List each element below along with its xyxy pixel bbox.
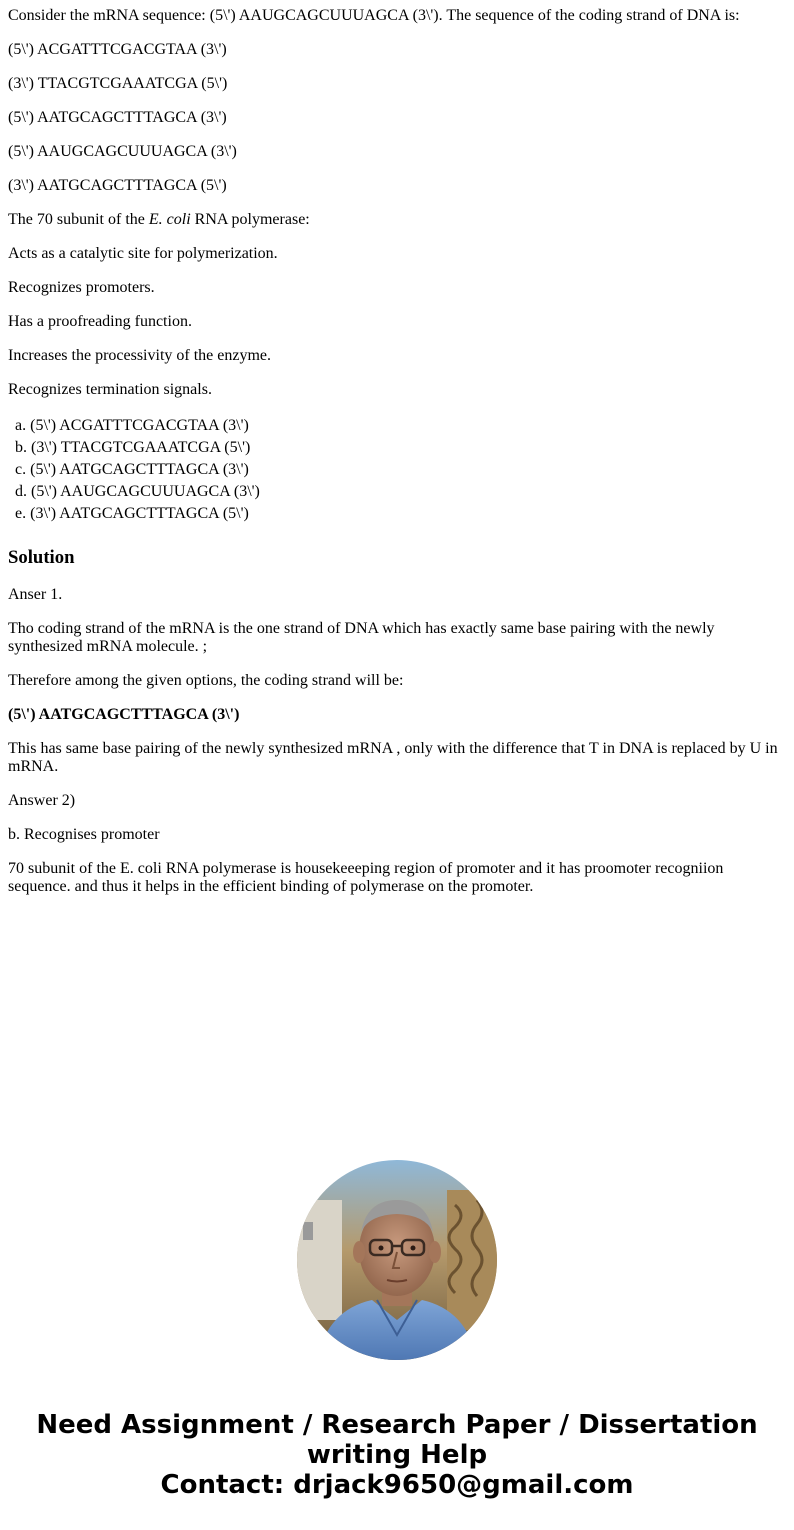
solution-paragraph: Anser 1. xyxy=(8,586,63,603)
function-option: Recognizes termination signals. xyxy=(8,381,212,398)
solution-paragraph: Therefore among the given options, the coding strand will be: xyxy=(8,672,404,689)
sequence-option: (5\') ACGATTTCGACGTAA (3\') xyxy=(8,41,227,58)
solution-answer-sequence xyxy=(8,706,786,724)
lettered-option xyxy=(15,481,786,503)
lettered-option xyxy=(15,503,786,525)
option-text: (5\') AAUGCAGCUUUAGCA (3\') xyxy=(31,483,260,500)
solution-paragraph: b. Recognises promoter xyxy=(8,826,160,843)
question-2-text: RNA polymerase: xyxy=(190,211,310,228)
promo-banner xyxy=(0,1410,794,1500)
answer-sequence-bold: (5\') AATGCAGCTTTAGCA (3\') xyxy=(8,706,240,723)
species-name: E. coli xyxy=(148,211,191,228)
option-letter: a. xyxy=(15,417,27,434)
option-letter: d. xyxy=(15,483,27,500)
question-2-text: The 70 subunit of the xyxy=(8,211,149,228)
question-intro: Consider the mRNA sequence: (5\') AAUGCAGCUUUAGCA (3\'). The sequence of the coding strand of DNA is: xyxy=(8,7,740,24)
sequence-option: (5\') AATGCAGCTTTAGCA (3\') xyxy=(8,109,227,126)
option-text: (5\') AATGCAGCTTTAGCA (3\') xyxy=(30,461,249,478)
option-text: (3\') AATGCAGCTTTAGCA (5\') xyxy=(30,505,249,522)
sequence-option: (3\') TTACGTCGAAATCGA (5\') xyxy=(8,75,228,92)
lettered-option xyxy=(15,437,786,459)
option-letter: e. xyxy=(15,505,27,522)
lettered-option-list xyxy=(8,415,786,525)
option-text: (5\') ACGATTTCGACGTAA (3\') xyxy=(30,417,249,434)
sequence-option: (5\') AAUGCAGCUUUAGCA (3\') xyxy=(8,143,237,160)
solution-paragraph: Tho coding strand of the mRNA is the one strand of DNA which has exactly same base pairing with the newly synthesized mRNA molecule. ; xyxy=(8,620,715,655)
option-text: (3\') TTACGTCGAAATCGA (5\') xyxy=(31,439,251,456)
solution-paragraph: 70 subunit of the E. coli RNA polymerase is housekeeeping region of promoter and it has proomoter recogniion sequence. and thus it helps in the efficient binding of polymerase on the promoter. xyxy=(8,860,724,895)
solution-paragraph: Answer 2) xyxy=(8,792,76,809)
solution-heading: Solution xyxy=(8,547,75,568)
promo-contact: Contact: drjack9650@gmail.com xyxy=(160,1470,634,1500)
option-letter: b. xyxy=(15,439,27,456)
author-photo xyxy=(297,1160,497,1360)
option-letter: c. xyxy=(15,461,27,478)
document-body xyxy=(0,7,794,896)
function-option: Recognizes promoters. xyxy=(8,279,155,296)
solution-paragraph: This has same base pairing of the newly synthesized mRNA , only with the difference that T in DNA is replaced by U in mRNA. xyxy=(8,740,778,775)
question-2-stem xyxy=(8,211,786,229)
author-photo-portrait-icon xyxy=(297,1160,497,1360)
promo-line: Need Assignment / Research Paper / Dissertation xyxy=(36,1410,758,1440)
function-option: Increases the processivity of the enzyme. xyxy=(8,347,272,364)
lettered-option xyxy=(15,459,786,481)
sequence-option: (3\') AATGCAGCTTTAGCA (5\') xyxy=(8,177,227,194)
lettered-option xyxy=(15,415,786,437)
function-option: Acts as a catalytic site for polymerization. xyxy=(8,245,278,262)
promo-line: writing Help xyxy=(306,1440,488,1470)
function-option: Has a proofreading function. xyxy=(8,313,192,330)
